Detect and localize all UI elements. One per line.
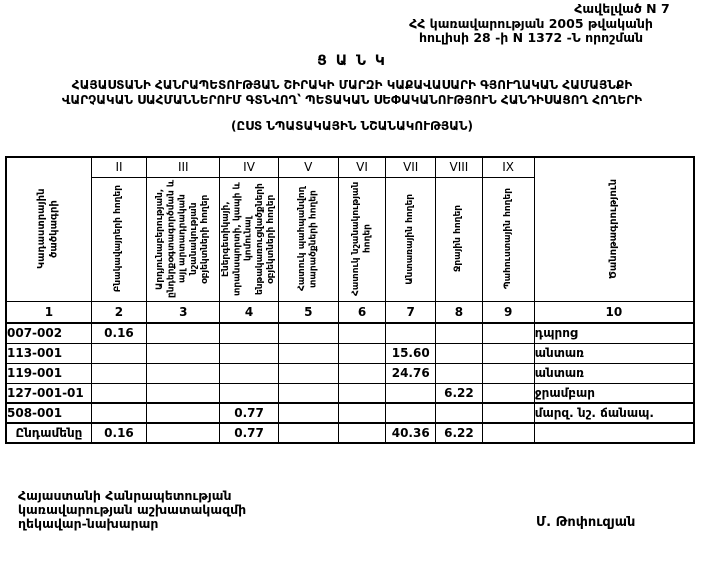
header-protected-lands: Հատուկ պահպանվող տարածքների հողեր (278, 177, 338, 301)
cell-value (482, 323, 534, 343)
cell-value (436, 403, 482, 423)
cell-value (482, 343, 534, 363)
roman-numeral: VII (386, 157, 436, 177)
cell-value (91, 403, 146, 423)
page-title: Ց Ա Ն Կ (317, 53, 387, 69)
cell-value (338, 363, 385, 383)
roman-numeral: IX (482, 157, 534, 177)
cell-value (436, 323, 482, 343)
header-row-numbers (6, 301, 694, 323)
column-number: 5 (278, 301, 338, 323)
cell-value (278, 323, 338, 343)
cell-cadastral-code: 113-001 (6, 343, 91, 363)
cell-value (338, 343, 385, 363)
annex-header (360, 2, 702, 46)
cell-value: 6.22 (436, 383, 482, 403)
cell-note: անտառ (534, 363, 694, 383)
cell-value (91, 343, 146, 363)
cell-cadastral-code: 119-001 (6, 363, 91, 383)
cell-total-value (338, 423, 385, 443)
roman-numeral: V (278, 157, 338, 177)
cell-value (482, 363, 534, 383)
roman-numeral: VIII (436, 157, 482, 177)
signer-position-line-3: ղեկավար-նախարար (18, 516, 159, 531)
cell-note: անտառ (534, 343, 694, 363)
cell-value (338, 323, 385, 343)
cell-value (436, 343, 482, 363)
cell-total-note (534, 423, 694, 443)
cell-value (482, 383, 534, 403)
cell-note: մարզ. նշ. ճանապ. (534, 403, 694, 423)
signer-position-block (18, 489, 246, 531)
cell-cadastral-code: 127-001-01 (6, 383, 91, 403)
roman-numeral: III (147, 157, 220, 177)
header-cadastral-code (6, 157, 91, 301)
annex-number: Հավելված N 7 (574, 1, 670, 16)
cell-note: դպրոց (534, 323, 694, 343)
column-number: 3 (147, 301, 220, 323)
header-special-lands: Հատուկ նշանակության հողեր (338, 177, 385, 301)
cell-value (338, 383, 385, 403)
cell-value: 24.76 (386, 363, 436, 383)
cell-total-value: 6.22 (436, 423, 482, 443)
header-reserve-lands: Պահուստային հողեր (482, 177, 534, 301)
cell-value (147, 343, 220, 363)
table-row (6, 403, 694, 423)
cell-value (386, 323, 436, 343)
header-note-label: Ծանոթագրություն (607, 179, 619, 280)
column-number: 6 (338, 301, 385, 323)
cell-cadastral-code: 007-002 (6, 323, 91, 343)
cell-value (220, 343, 278, 363)
signer-position-line-1: Հայաստանի Հանրապետության (18, 488, 232, 503)
cell-value (220, 383, 278, 403)
column-number: 4 (220, 301, 278, 323)
header-infrastructure-lands: Էներգետիկայի, տրանսպորտի, կապի և կոմունալ ենթակառուցվածքների օբյեկտների հողեր (220, 177, 278, 301)
title-subtitle: (ԸՍՏ ՆՊԱՏԱԿԱՅԻՆ ՆՇԱՆԱԿՈՒԹՅԱՆ) (231, 119, 473, 133)
column-number: 8 (436, 301, 482, 323)
cell-value: 15.60 (386, 343, 436, 363)
cell-value (386, 383, 436, 403)
cell-value (338, 403, 385, 423)
cell-value (278, 343, 338, 363)
cell-cadastral-code: 508-001 (6, 403, 91, 423)
column-number: 10 (534, 301, 694, 323)
cell-value (147, 403, 220, 423)
header-industrial-lands: Արդյունաբերության, ընդերքօգտագործման և այլ արտադրական նշանակության օբյեկտների հողեր (147, 177, 220, 301)
header-row-roman (6, 157, 694, 177)
signer-name: Մ. Թոփուզյան (536, 515, 636, 530)
cell-value (278, 383, 338, 403)
column-number: 2 (91, 301, 146, 323)
cell-total-value (482, 423, 534, 443)
title-block (0, 53, 704, 133)
decision-owner: ՀՀ կառավարության 2005 թվականի (409, 15, 653, 31)
decision-number: հուլիսի 28 -ի N 1372 -Ն որոշման (418, 30, 644, 45)
header-water-lands: Ջրային հողեր (436, 177, 482, 301)
cell-total-label: Ընդամենը (6, 423, 91, 443)
cell-value (220, 363, 278, 383)
cell-total-value: 0.77 (220, 423, 278, 443)
cell-value (91, 383, 146, 403)
column-number: 9 (482, 301, 534, 323)
cell-value (278, 363, 338, 383)
title-line-1: ՀԱՅԱՍՏԱՆԻ ՀԱՆՐԱՊԵՏՈՒԹՅԱՆ ՇԻՐԱԿԻ ՄԱՐԶԻ ԿԱՔԱՎԱՍԱՐԻ ԳՅՈՒՂԱԿԱՆ ՀԱՄԱՅՆՔԻ (71, 78, 633, 92)
table-row (6, 343, 694, 363)
header-cadastral-code-label: Կադաստրային ծածկագրի (36, 189, 60, 270)
cell-value (220, 323, 278, 343)
cell-total-value: 40.36 (386, 423, 436, 443)
title-line-2: ՎԱՐՉԱԿԱՆ ՍԱՀՄԱՆՆԵՐՈՒՄ ԳՏՆՎՈՂ՝ ՊԵՏԱԿԱՆ ՍԵՓԱԿԱՆՈՒԹՅՈՒՆ ՀԱՆԴԻՍԱՑՈՂ ՀՈՂԵՐԻ (61, 93, 643, 107)
land-categories-table (5, 156, 695, 444)
cell-value (147, 363, 220, 383)
cell-total-value (278, 423, 338, 443)
table-row (6, 383, 694, 403)
header-forest-lands: Անտառային հողեր (386, 177, 436, 301)
roman-numeral: II (91, 157, 146, 177)
table-row (6, 363, 694, 383)
cell-value (278, 403, 338, 423)
cell-total-value (147, 423, 220, 443)
cell-total-value: 0.16 (91, 423, 146, 443)
cell-value (482, 403, 534, 423)
table-row (6, 323, 694, 343)
cell-note: ջրամբար (534, 383, 694, 403)
cell-value (386, 403, 436, 423)
column-number: 1 (6, 301, 91, 323)
cell-value (147, 323, 220, 343)
column-number: 7 (386, 301, 436, 323)
cell-value: 0.77 (220, 403, 278, 423)
header-residential-lands: Բնակավայրերի հողեր (91, 177, 146, 301)
signer-position-line-2: կառավարության աշխատակազմի (18, 502, 247, 517)
roman-numeral: VI (338, 157, 385, 177)
header-note (534, 157, 694, 301)
cell-value: 0.16 (91, 323, 146, 343)
cell-value (91, 363, 146, 383)
cell-value (147, 383, 220, 403)
roman-numeral: IV (220, 157, 278, 177)
table-row-total (6, 423, 694, 443)
cell-value (436, 363, 482, 383)
